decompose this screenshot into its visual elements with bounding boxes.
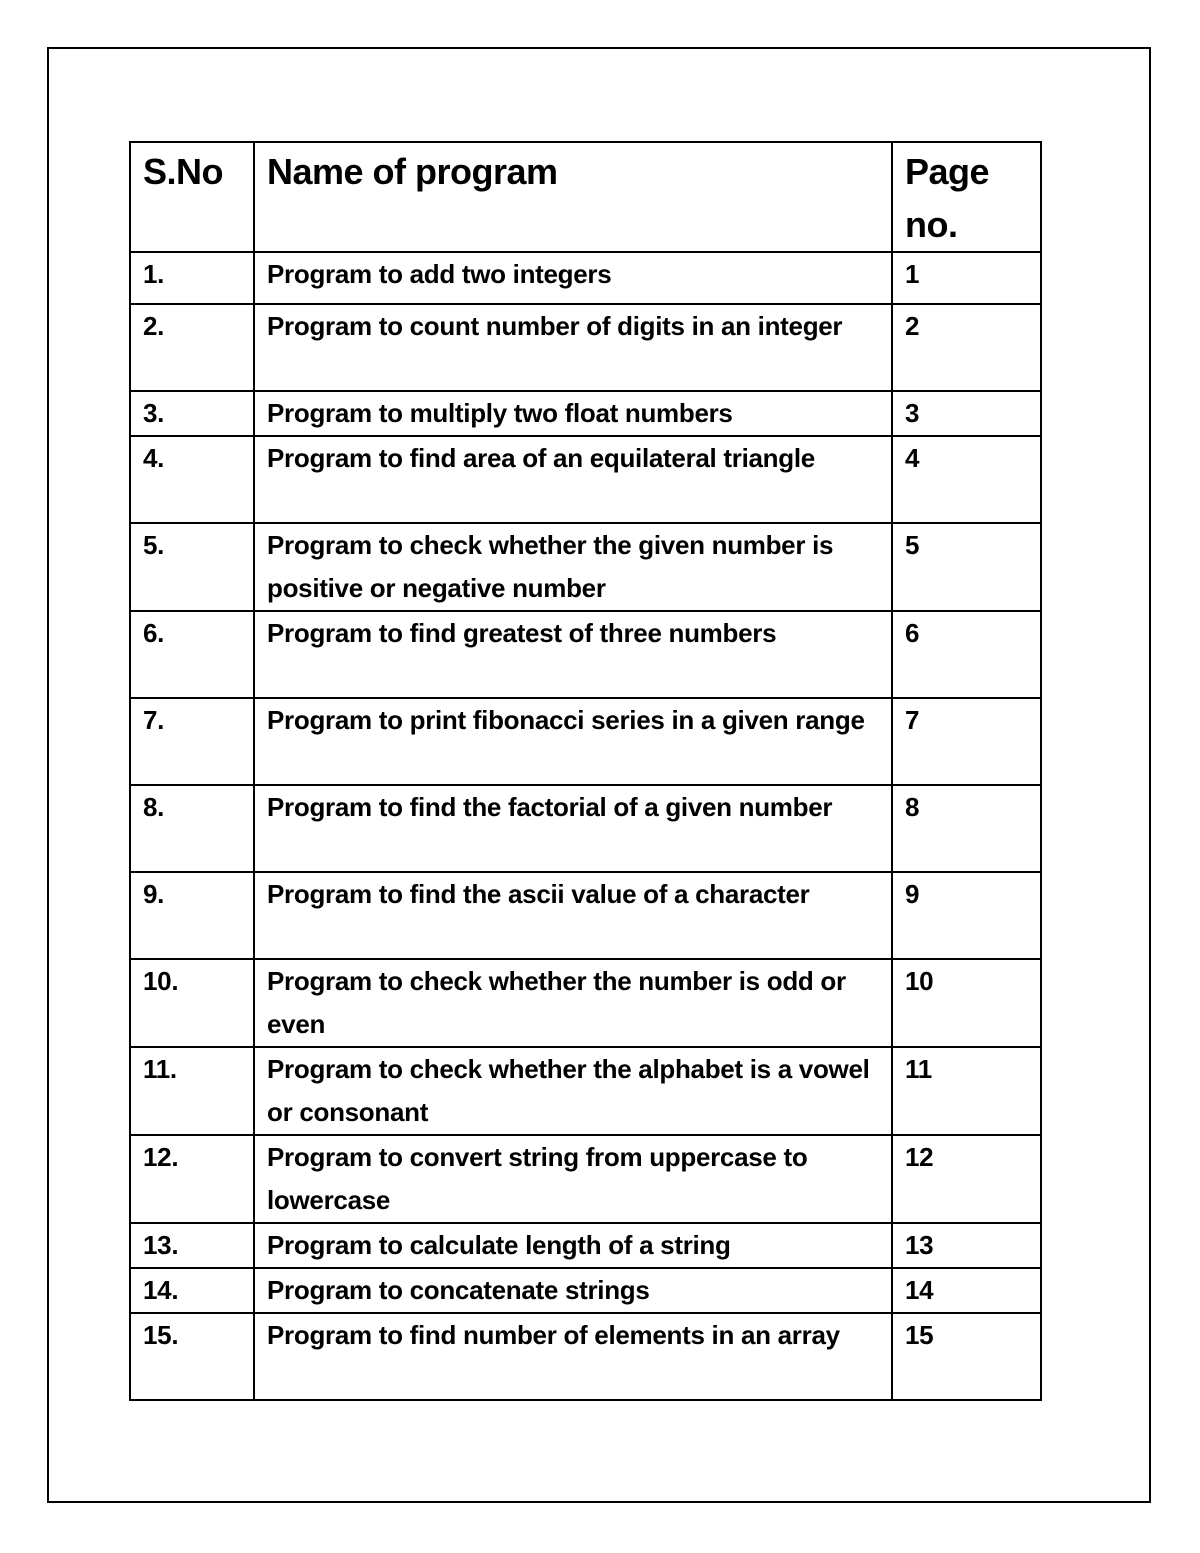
table-row [130,1047,1041,1135]
row-page-number: 3 [892,391,1041,436]
row-program-name: Program to convert string from uppercase to lowercase [254,1135,892,1223]
row-page-number: 4 [892,436,1041,523]
row-page-number: 11 [892,1047,1041,1135]
row-page-number: 7 [892,698,1041,785]
row-sno: 14. [130,1268,254,1313]
row-program-name: Program to calculate length of a string [254,1223,892,1268]
row-sno: 10. [130,959,254,1047]
row-page-number: 10 [892,959,1041,1047]
header-sno: S.No [130,142,254,252]
row-program-name: Program to check whether the number is odd or even [254,959,892,1047]
table-row [130,304,1041,391]
header-name: Name of program [254,142,892,252]
row-program-name: Program to concatenate strings [254,1268,892,1313]
row-program-name: Program to check whether the alphabet is a vowel or consonant [254,1047,892,1135]
table-row [130,785,1041,872]
row-program-name: Program to find number of elements in an array [254,1313,892,1400]
row-sno: 13. [130,1223,254,1268]
row-page-number: 1 [892,252,1041,304]
row-page-number: 5 [892,523,1041,611]
row-page-number: 6 [892,611,1041,698]
table-row [130,611,1041,698]
row-sno: 3. [130,391,254,436]
row-program-name: Program to count number of digits in an integer [254,304,892,391]
row-sno: 9. [130,872,254,959]
row-program-name: Program to print fibonacci series in a given range [254,698,892,785]
table-row [130,391,1041,436]
row-program-name: Program to multiply two float numbers [254,391,892,436]
table-row [130,252,1041,304]
row-page-number: 13 [892,1223,1041,1268]
row-page-number: 12 [892,1135,1041,1223]
table-row [130,436,1041,523]
row-sno: 4. [130,436,254,523]
row-page-number: 9 [892,872,1041,959]
row-sno: 2. [130,304,254,391]
row-page-number: 8 [892,785,1041,872]
row-sno: 6. [130,611,254,698]
program-index-table [129,141,1042,1401]
table-row [130,1313,1041,1400]
row-sno: 12. [130,1135,254,1223]
row-program-name: Program to find greatest of three numbers [254,611,892,698]
row-sno: 7. [130,698,254,785]
table-row [130,872,1041,959]
row-sno: 11. [130,1047,254,1135]
row-page-number: 2 [892,304,1041,391]
row-program-name: Program to check whether the given number is positive or negative number [254,523,892,611]
row-program-name: Program to find the ascii value of a character [254,872,892,959]
table-row [130,523,1041,611]
table-header-row [130,142,1041,252]
row-program-name: Program to find area of an equilateral triangle [254,436,892,523]
row-page-number: 14 [892,1268,1041,1313]
row-program-name: Program to add two integers [254,252,892,304]
row-sno: 15. [130,1313,254,1400]
row-sno: 5. [130,523,254,611]
row-page-number: 15 [892,1313,1041,1400]
row-sno: 8. [130,785,254,872]
table-row [130,698,1041,785]
table-row [130,1268,1041,1313]
table-row [130,1135,1041,1223]
row-program-name: Program to find the factorial of a given number [254,785,892,872]
row-sno: 1. [130,252,254,304]
header-page: Page no. [892,142,1041,252]
table-row [130,959,1041,1047]
table-row [130,1223,1041,1268]
